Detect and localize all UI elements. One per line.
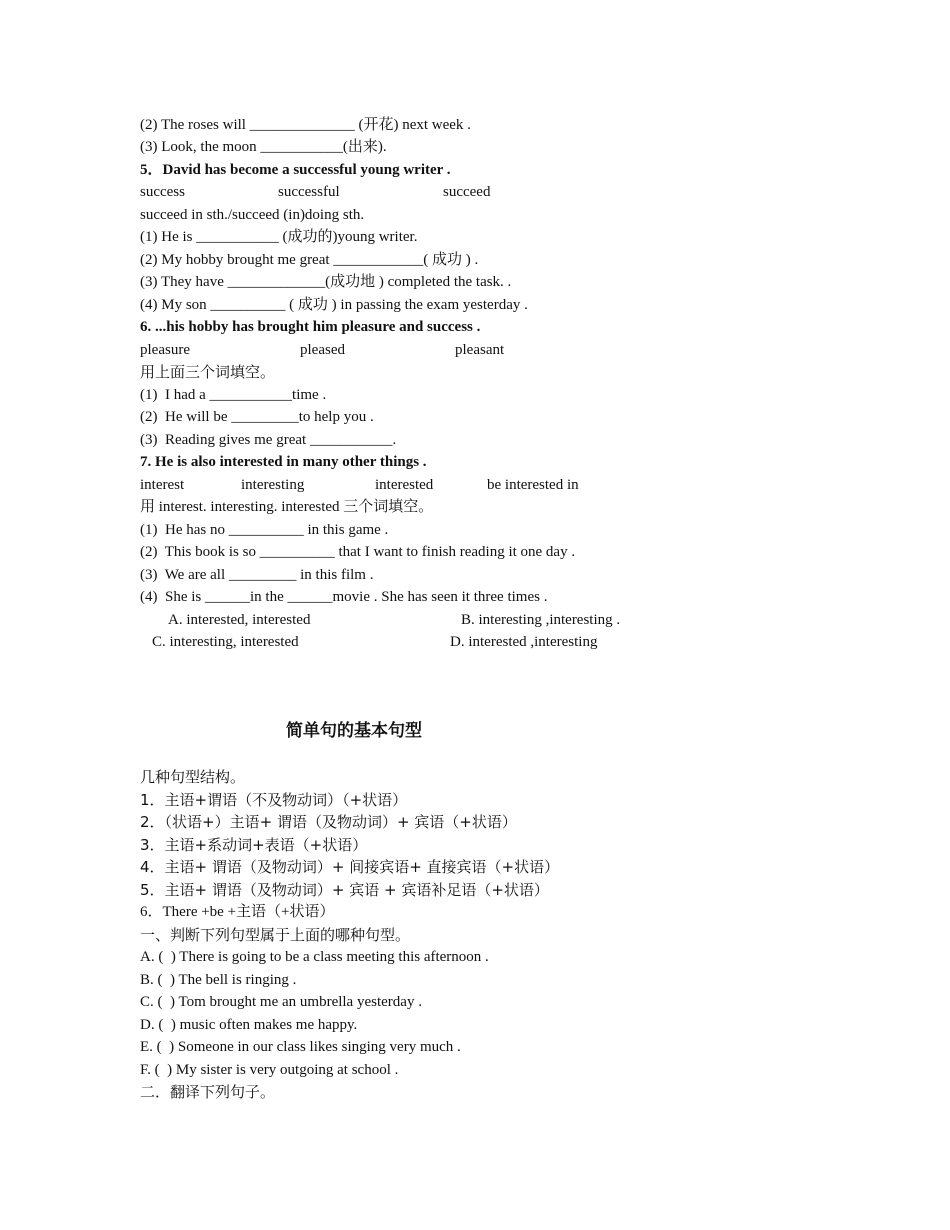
word-option: interested xyxy=(375,477,434,493)
pattern-line: 6．There +be +主语（+状语） xyxy=(140,904,335,920)
exercise-line: (3) Reading gives me great ___________. xyxy=(140,432,397,448)
grammar-intro: 几种句型结构。 xyxy=(140,768,246,786)
answer-option-c: C. interesting, interested xyxy=(152,634,299,650)
exercise-line: (2) My hobby brought me great ____________( 成功 ) . xyxy=(140,252,479,268)
judge-item: C. ( ) Tom brought me an umbrella yesterday . xyxy=(140,994,422,1010)
phrase-line: succeed in sth./succeed (in)doing sth. xyxy=(140,207,365,223)
section7-title: 7. He is also interested in many other things . xyxy=(140,454,427,470)
pattern-line: 3．主语+系动词+表语（+状语） xyxy=(140,836,368,854)
exercise-line: (4) She is ______in the ______movie . She has seen it three times . xyxy=(140,589,548,605)
task-heading: 一、判断下列句型属于上面的哪种句型。 xyxy=(140,926,411,944)
pattern-line: 5．主语+ 谓语（及物动词）+ 宾语 + 宾语补足语（+状语） xyxy=(140,881,549,899)
word-option: successful xyxy=(278,184,340,200)
exercise-line: (2) This book is so __________ that I want to finish reading it one day . xyxy=(140,544,576,560)
exercise-line: (4) My son __________ ( 成功 ) in passing the exam yesterday . xyxy=(140,297,528,313)
section5-title: 5．David has become a successful young writer . xyxy=(140,162,451,178)
word-option: pleasant xyxy=(455,342,505,358)
answer-option-b: B. interesting ,interesting . xyxy=(461,612,621,628)
word-option: be interested in xyxy=(487,477,579,493)
grammar-heading: 简单句的基本句型 xyxy=(286,721,422,741)
judge-item: F. ( ) My sister is very outgoing at school . xyxy=(140,1062,399,1078)
judge-item: E. ( ) Someone in our class likes singing very much . xyxy=(140,1039,461,1055)
judge-item: D. ( ) music often makes me happy. xyxy=(140,1017,358,1033)
pattern-line: 1．主语+谓语（不及物动词）（+状语） xyxy=(140,791,408,809)
instruction-line: 用 interest. interesting. interested 三个词填空。 xyxy=(140,499,434,515)
word-option: pleasure xyxy=(140,342,190,358)
exercise-line: (1) He is ___________ (成功的)young writer. xyxy=(140,229,418,245)
word-option: succeed xyxy=(443,184,491,200)
word-option: interesting xyxy=(241,477,305,493)
exercise-line: (2) He will be _________to help you . xyxy=(140,409,374,425)
exercise-line: (2) The roses will ______________ (开花) next week . xyxy=(140,117,471,133)
instruction-line: 用上面三个词填空。 xyxy=(140,363,276,381)
exercise-line: (1) He has no __________ in this game . xyxy=(140,522,389,538)
exercise-line: (1) I had a ___________time . xyxy=(140,387,327,403)
exercise-line: (3) We are all _________ in this film . xyxy=(140,567,374,583)
judge-item: B. ( ) The bell is ringing . xyxy=(140,972,297,988)
pattern-line: 2．（状语+）主语+ 谓语（及物动词）+ 宾语（+状语） xyxy=(140,813,517,831)
exercise-line: (3) They have _____________(成功地 ) completed the task. . xyxy=(140,274,512,290)
judge-item: A. ( ) There is going to be a class meeting this afternoon . xyxy=(140,949,489,965)
section6-title: 6. ...his hobby has brought him pleasure and success . xyxy=(140,319,481,335)
answer-option-d: D. interested ,interesting xyxy=(450,634,598,650)
pattern-line: 4．主语+ 谓语（及物动词）+ 间接宾语+ 直接宾语（+状语） xyxy=(140,858,560,876)
task-heading: 二．翻译下列句子。 xyxy=(140,1083,276,1101)
word-option: interest xyxy=(140,477,185,493)
exercise-line: (3) Look, the moon ___________(出来). xyxy=(140,139,387,155)
word-option: success xyxy=(140,184,185,200)
answer-option-a: A. interested, interested xyxy=(168,612,311,628)
word-option: pleased xyxy=(300,342,345,358)
